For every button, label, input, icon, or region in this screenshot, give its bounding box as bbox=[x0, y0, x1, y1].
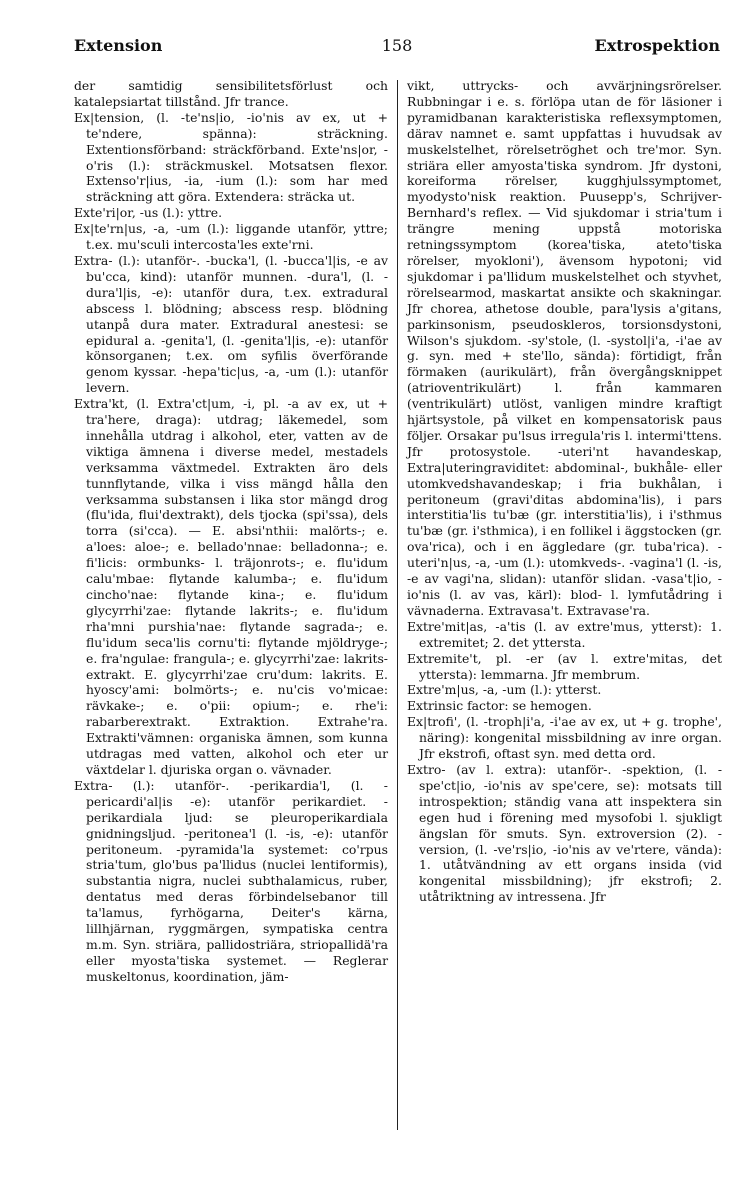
dictionary-entry: Ex|tension, (l. -te'ns|io, -io'nis av ex, ut + te'ndere, spänna): sträckning. Extentionsförband: sträckförband. Exte'ns|or, -o'ris (l.): sträckmuskel. Motsatsen flexor. Extenso'r|ius, -ia, -ium (l.): som har med sträckning att göra. Extendera: sträcka ut. bbox=[74, 109, 388, 205]
page-number: 158 bbox=[381, 36, 413, 55]
dictionary-entry: vikt, uttrycks- och avvärjningsrörelser. Rubbningar i e. s. förlöpa utan de för läsioner i pyramidbanan karakteristiska reflexsymptomen, därav namnet e. samt uppfattas i huvudsak av muskelstelhet, rörelsetröghet och tre'mor. Syn. striära eller amyosta'tiska syndrom. Jfr dystoni, koreiforma rörelser, kugghjulssymptomet, myodysto'nisk reaktion. Puusepp's, Schrijver-Bernhard's reflex. — Vid sjukdomar i stria'tum i trängre mening uppstå motoriska retningssymptom (korea'tiska, ateto'tiska rörelser, myokloni'), ävensom hypotoni; vid sjukdomar i pa'llidum muskelstelhet och styvhet, rörelsearmod, maskartat ansikte och skakningar. Jfr chorea, athetose double, para'lysis a'gitans, parkinsonism, pseudoskleros, torsionsdystoni, Wilson's sjukdom. -sy'stole, (l. -systol|i'a, -i'ae av g. syn. med + ste'llo, sända): förtidigt, från förmaken (aurikulärt), från övergångsknippet (atrioventrikulärt) l. från kammaren (ventrikulärt) utlöst, vanligen mindre kraftigt hjärtsystole, på vilket en kompensatorisk paus följer. Orsakar pu'lsus irregula'ris l. intermi'ttens. Jfr protosystole. -uteri'nt havandeskap, Extra|uteringraviditet: abdominal-, bukhåle- eller utomkvedshavandeskap; i fria bukhålan, i peritoneum (gravi'ditas abdomina'lis), i pars interstitia'lis tu'bæ (gr. interstitia'lis), i i'sthmus tu'bæ (gr. i'sthmica), i en follikel i äggstocken (gr. ova'rica), och i en äggledare (gr. tuba'rica). -uteri'n|us, -a, -um (l.): utomkveds-. -vagina'l (l. -is, -e av vagi'na, slidan): utanför slidan. -vasa't|io, -io'nis (l. av vas, kärl): blod- l. lymfutådring i vävnaderna. Extravasa't. Extravase'ra. bbox=[407, 78, 722, 618]
dictionary-entry: Extre'm|us, -a, -um (l.): ytterst. bbox=[407, 682, 602, 698]
dictionary-entry: Extrinsic factor: se hemogen. bbox=[407, 698, 592, 714]
dictionary-entry: Extra- (l.): utanför-. -perikardia'l, (l. -pericardi'al|is -e): utanför perikardiet. -perikardiala ljud: se pleuroperikardiala gnidningsljud. -peritonea'l (l. -is, -e): utanför peritoneum. -pyramida'la systemet: co'rpus stria'tum, glo'bus pa'llidus (nuclei lentiformis), substantia nigra, nuclei subthalamicus, ruber, dentatus med deras förbindelsebanor till ta'lamus, fyrhögarna, Deiter's kärna, lillhjärnan, ryggmärgen, sympatiska centra m.m. Syn. striära, pallidostriära, striopallidä'ra eller myosta'tiska systemet. — Reglerar muskeltonus, koordination, jäm- bbox=[74, 777, 388, 984]
dictionary-entry: Extra'kt, (l. Extra'ct|um, -i, pl. -a av ex, ut + tra'here, draga): utdrag; läkemedel, som innehålla utdrag i alkohol, eter, vatten av de viktiga ämnena i diverse medel, mestadels verksamma växtmedel. Extrakten äro dels tunnflytande, vilka i viss mängd hålla den verksamma substansen i lika stor mängd drog (flu'ida, flui'dextrakt), dels tjocka (spi'ssa), dels torra (si'cca). — E. absi'nthii: malörts-; e. a'loes: aloe-; e. bellado'nnae: belladonna-; e. fi'licis: ormbunks- l. träjonrots-; e. flu'idum calu'mbae: flytande kalumba-; e. flu'idum cincho'nae: flytande kina-; e. flu'idum glycyrrhi'zae: flytande lakrits-; e. flu'idum rha'mni purshia'nae: flytande sagrada-; e. flu'idum seca'lis cornu'ti: flytande mjöldryge-; e. fra'ngulae: frangula-; e. glycyrrhi'zae: lakrits-extrakt. E. glycyrrhi'zae cru'dum: lakrits. E. hyoscy'ami: bolmörts-; e. nu'cis vo'micae: rävkake-; e. o'pii: opium-; e. rhe'i: rabarberextrakt. Extraktion. Extrahe'ra. Extrakti'vämnen: organiska ämnen, som kunna utdragas med vatten, alkohol och eter ur växtdelar l. djuriska organ o. vävnader. bbox=[74, 396, 388, 777]
dictionary-entry: Extre'mit|as, -a'tis (l. av extre'mus, ytterst): 1. extremitet; 2. det yttersta. bbox=[407, 618, 722, 650]
dictionary-entry: Extra- (l.): utanför-. -bucka'l, (l. -bucca'l|is, -e av bu'cca, kind): utanför munnen. -dura'l, (l. -dura'l|is, -e): utanför dura, t.ex. extradural abscess l. blödning; abscess resp. blödning utanpå dura mater. Extradural anestesi: se epidural a. -genita'l, (l. -genita'l|is, -e): utanför könsorganen; t.ex. om syfilis överförande genom kyssar. -hepa'tic|us, -a, -um (l.): utanför levern. bbox=[74, 252, 388, 396]
dictionary-entry: der samtidig sensibilitetsförlust och katalepsiartat tillstånd. Jfr trance. bbox=[74, 78, 388, 109]
running-head-left: Extension bbox=[74, 36, 163, 55]
dictionary-entry: Extro- (av l. extra): utanför-. -spektion, (l. -spe'ct|io, -io'nis av spe'cere, se): motsats till introspektion; ständig vana att inspektera sin egen hud i förening med mysofobi l. sjukligt ängslan för smuts. Syn. extroversion (2). -version, (l. -ve'rs|io, -io'nis av ve'rtere, vända): 1. utåtvändning av ett organs insida (vid kongenital missbildning); jfr ekstrofi; 2. utåtriktning av intressena. Jfr bbox=[407, 761, 722, 905]
page-header bbox=[74, 36, 720, 64]
dictionary-entry: Extremite't, pl. -er (av l. extre'mitas, det yttersta): lemmarna. Jfr membrum. bbox=[407, 650, 722, 682]
dictionary-entry: Exte'ri|or, -us (l.): yttre. bbox=[74, 205, 223, 221]
left-column bbox=[74, 78, 388, 985]
running-head-right: Extrospektion bbox=[594, 36, 720, 55]
column-divider bbox=[397, 80, 398, 1130]
dictionary-entry: Ex|te'rn|us, -a, -um (l.): liggande utanför, yttre; t.ex. mu'sculi intercosta'les exte'rni. bbox=[74, 221, 388, 253]
right-column bbox=[407, 78, 722, 905]
dictionary-entry: Ex|trofi', (l. -troph|i'a, -i'ae av ex, ut + g. trophe', näring): kongenital missbildning av inre organ. Jfr ekstrofi, oftast syn. med detta ord. bbox=[407, 714, 722, 762]
